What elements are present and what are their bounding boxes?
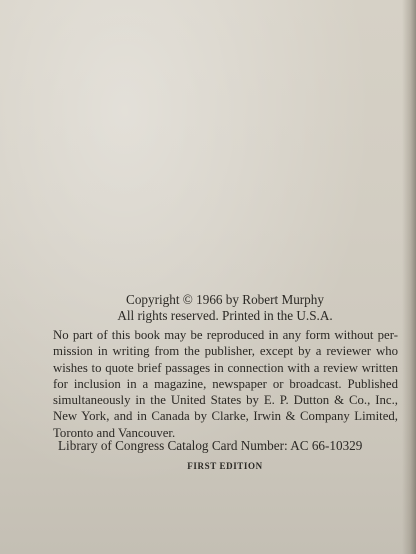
- rights-line: All rights reserved. Printed in the U.S.A.: [117, 308, 333, 323]
- notice-line: Toronto and Vancouver.: [53, 425, 176, 440]
- notice-line: No part of this book may be reproduced in any form without per-: [53, 328, 398, 342]
- notice-line: for inclusion in a magazine, newspaper or broadcast. Published: [53, 376, 398, 391]
- notice-line: wishes to quote brief passages in connection with a review written: [53, 360, 398, 375]
- notice-line: New York, and in Canada by Clarke, Irwin & Company Limited,: [53, 409, 398, 424]
- notice-line: mission in writing from the publisher, except by a reviewer who: [53, 344, 398, 359]
- copyright-block: [60, 292, 390, 324]
- page-edge-shadow: [402, 0, 416, 554]
- reproduction-notice: [53, 327, 398, 441]
- copyright-line: Copyright © 1966 by Robert Murphy: [126, 292, 324, 307]
- catalog-card-number: Library of Congress Catalog Card Number: AC 66-10329: [58, 438, 363, 453]
- notice-line: simultaneously in the United States by E. P. Dutton & Co., Inc.,: [53, 393, 398, 408]
- edition-label: FIRST EDITION: [187, 461, 263, 471]
